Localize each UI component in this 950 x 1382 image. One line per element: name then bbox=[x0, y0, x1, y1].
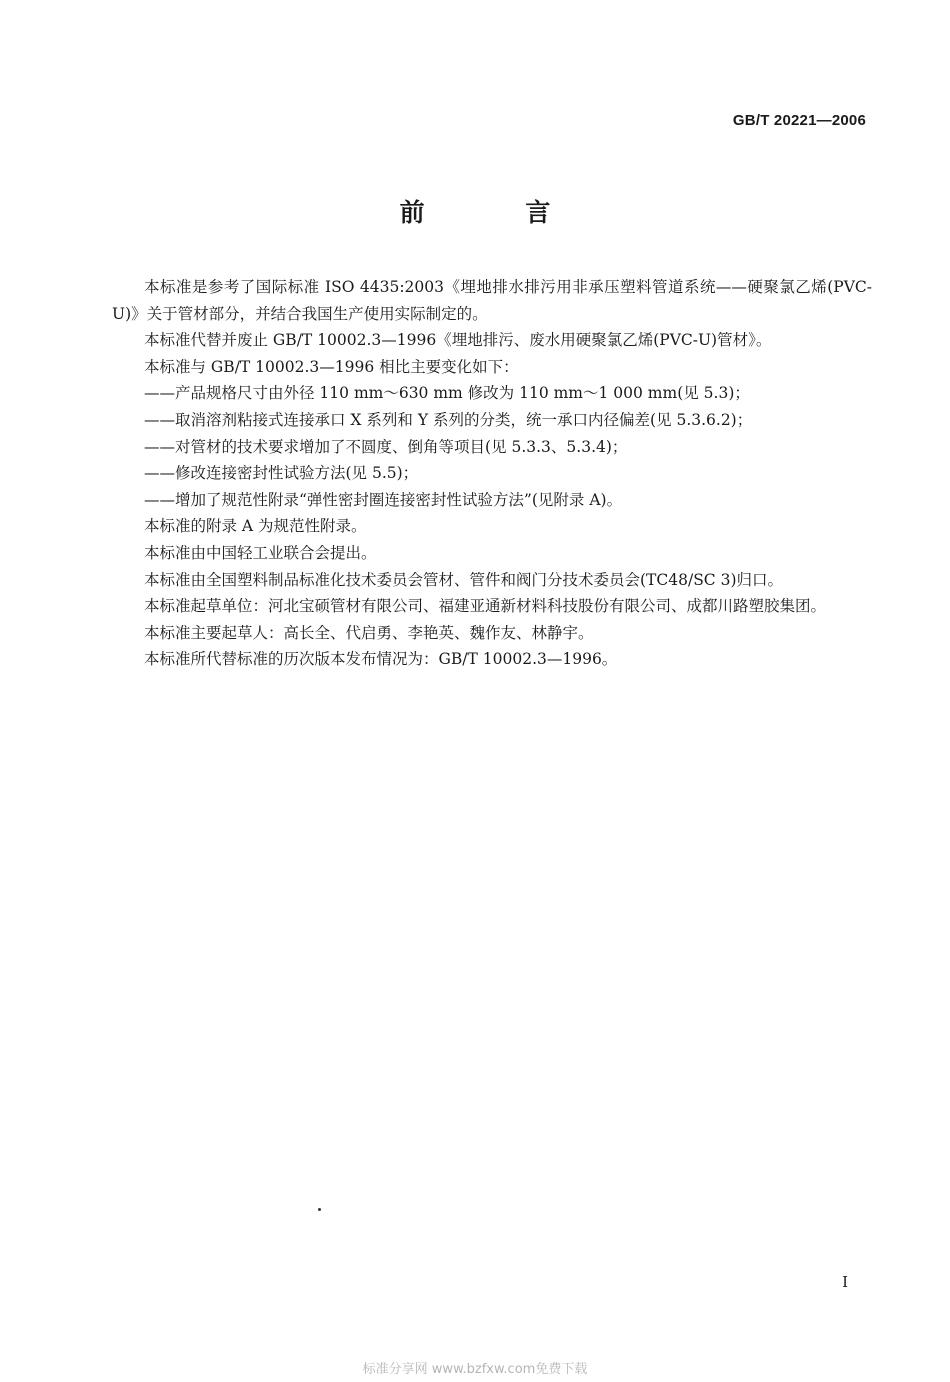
change-item-size-range: ——产品规格尺寸由外径 110 mm～630 mm 修改为 110 mm～1 000 mm(见 5.3)； bbox=[144, 384, 750, 403]
change-item-test-method: ——修改连接密封性试验方法(见 5.5)； bbox=[144, 464, 419, 483]
scan-speck bbox=[318, 1208, 321, 1211]
paragraph-proposed-by: 本标准由中国轻工业联合会提出。 bbox=[144, 543, 377, 562]
change-item-annex: ——增加了规范性附录“弹性密封圈连接密封性试验方法”(见附录 A)。 bbox=[144, 490, 623, 509]
paragraph-replaces: 本标准代替并废止 GB/T 10002.3—1996《埋地排污、废水用硬聚氯乙烯(PVC-U)管材》。 bbox=[144, 331, 772, 350]
foreword-body bbox=[112, 274, 872, 673]
paragraph-annex-normative: 本标准的附录 A 为规范性附录。 bbox=[144, 517, 367, 536]
watermark: 标准分享网 www.bzfxw.com免费下载 bbox=[362, 1362, 588, 1377]
paragraph-reference-standard: 本标准是参考了国际标准 ISO 4435:2003《埋地排水排污用非承压塑料管道系统——硬聚氯乙烯(PVC-U)》关于管材部分，并结合我国生产使用实际制定的。 bbox=[112, 278, 872, 323]
change-item-socket-series: ——取消溶剂粘接式连接承口 X 系列和 Y 系列的分类，统一承口内径偏差(见 5.3.6.2)； bbox=[144, 410, 753, 429]
page-title: 前 言 bbox=[399, 198, 597, 227]
page-number: I bbox=[842, 1273, 848, 1291]
paragraph-changes-intro: 本标准与 GB/T 10002.3—1996 相比主要变化如下： bbox=[144, 357, 519, 376]
paragraph-drafting-units: 本标准起草单位：河北宝硕管材有限公司、福建亚通新材料科技股份有限公司、成都川路塑胶集团。 bbox=[144, 597, 827, 616]
standard-number: GB/T 20221—2006 bbox=[732, 112, 866, 129]
change-item-requirements: ——对管材的技术要求增加了不圆度、倒角等项目(见 5.3.3、5.3.4)； bbox=[144, 437, 628, 456]
paragraph-managed-by: 本标准由全国塑料制品标准化技术委员会管材、管件和阀门分技术委员会(TC48/SC 3)归口。 bbox=[144, 570, 784, 589]
paragraph-drafters: 本标准主要起草人：高长全、代启勇、李艳英、魏作友、林静宇。 bbox=[144, 623, 594, 642]
paragraph-history: 本标准所代替标准的历次版本发布情况为：GB/T 10002.3—1996。 bbox=[144, 650, 618, 669]
